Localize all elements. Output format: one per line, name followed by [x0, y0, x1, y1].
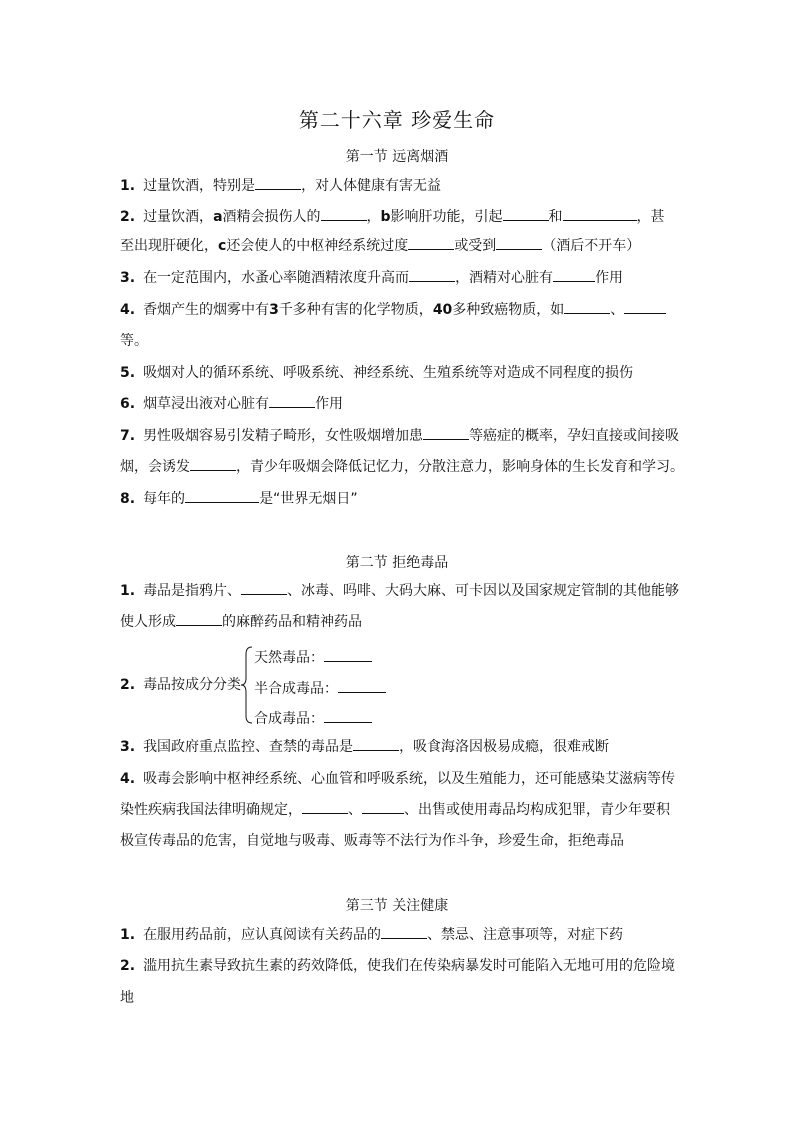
question-item: 1. 毒品是指鸦片、 、冰毒、吗啡、大码大麻、可卡因以及国家规定管制的其他能够	[120, 583, 680, 599]
question-item: 8. 每年的 是“世界无烟日”	[120, 491, 358, 507]
question-item: 2. 滥用抗生素导致抗生素的药效降低，使我们在传染病暴发时可能陷入无地可用的危险境	[120, 958, 676, 974]
answer-blank[interactable]	[255, 178, 301, 190]
classification-item: 半合成毒品：	[254, 678, 386, 698]
section-title: 第二节 拒绝毒品	[345, 555, 449, 571]
answer-blank[interactable]	[241, 583, 287, 595]
answer-blank[interactable]	[324, 650, 372, 662]
answer-blank[interactable]	[423, 428, 469, 440]
question-item: 5. 吸烟对人的循环系统、呼吸系统、神经系统、生殖系统等对造成不同程度的损伤	[120, 365, 634, 381]
question-item-cont: 染性疾病我国法律明确规定， 、 、出售或使用毒品均构成犯罪，青少年要积	[120, 802, 670, 818]
answer-blank[interactable]	[324, 711, 372, 723]
question-item: 3. 在一定范围内，水蚤心率随酒精浓度升高而 ，酒精对心脏有 作用	[120, 270, 624, 286]
question-item: 6. 烟草浸出液对心脏有 作用	[120, 396, 344, 412]
question-item: 1. 过量饮酒，特别是 ，对人体健康有害无益	[120, 178, 442, 194]
question-item: 2. 毒品按成分分类	[120, 677, 242, 693]
answer-blank[interactable]	[624, 302, 666, 314]
answer-blank[interactable]	[409, 270, 455, 282]
answer-blank[interactable]	[185, 491, 259, 503]
question-item-cont: 地	[120, 990, 134, 1006]
question-item: 2. 过量饮酒，a酒精会损伤人的 ，b影响肝功能，引起 和 ，甚	[120, 209, 665, 225]
answer-blank[interactable]	[496, 238, 542, 250]
question-item-cont: 至出现肝硬化，c还会使人的中枢神经系统过度 或受到 （酒后不开车）	[120, 238, 641, 254]
answer-blank[interactable]	[553, 270, 595, 282]
answer-blank[interactable]	[408, 238, 454, 250]
question-item-cont: 烟，会诱发 ，青少年吸烟会降低记忆力，分散注意力，影响身体的生长发育和学习。	[120, 459, 684, 475]
question-item: 4. 吸毒会影响中枢神经系统、心血管和呼吸系统，以及生殖能力，还可能感染艾滋病等传	[120, 771, 676, 787]
answer-blank[interactable]	[353, 739, 399, 751]
question-item: 3. 我国政府重点监控、查禁的毒品是 ，吸食海洛因极易成瘾，很难戒断	[120, 739, 610, 755]
answer-blank[interactable]	[302, 802, 348, 814]
answer-blank[interactable]	[269, 396, 315, 408]
answer-blank[interactable]	[564, 302, 610, 314]
answer-blank[interactable]	[321, 209, 367, 221]
section-title: 第一节 远离烟酒	[345, 149, 449, 165]
question-item-cont: 使人形成 的麻醉药品和精神药品	[120, 614, 362, 630]
question-item: 7. 男性吸烟容易引发精子畸形，女性吸烟增加患 等癌症的概率，孕妇直接或间接吸	[120, 428, 680, 444]
question-item-cont: 等。	[120, 333, 148, 349]
answer-blank[interactable]	[338, 681, 386, 693]
answer-blank[interactable]	[381, 927, 427, 939]
classification-item: 合成毒品：	[254, 708, 372, 728]
question-item-cont: 极宣传毒品的危害，自觉地与吸毒、贩毒等不法行为作斗争，珍爱生命，拒绝毒品	[120, 833, 624, 849]
answer-blank[interactable]	[190, 459, 236, 471]
page-title: 第二十六章 珍爱生命	[298, 108, 496, 132]
section-title: 第三节 关注健康	[345, 898, 449, 914]
answer-blank[interactable]	[176, 614, 222, 626]
answer-blank[interactable]	[362, 802, 404, 814]
question-item: 1. 在服用药品前，应认真阅读有关药品的 、禁忌、注意事项等，对症下药	[120, 927, 624, 943]
brace-icon	[240, 646, 254, 724]
question-item: 4. 香烟产生的烟雾中有3千多种有害的化学物质，40多种致癌物质，如 、	[120, 302, 680, 318]
classification-item: 天然毒品：	[254, 647, 372, 667]
answer-blank[interactable]	[563, 209, 637, 221]
answer-blank[interactable]	[503, 209, 549, 221]
